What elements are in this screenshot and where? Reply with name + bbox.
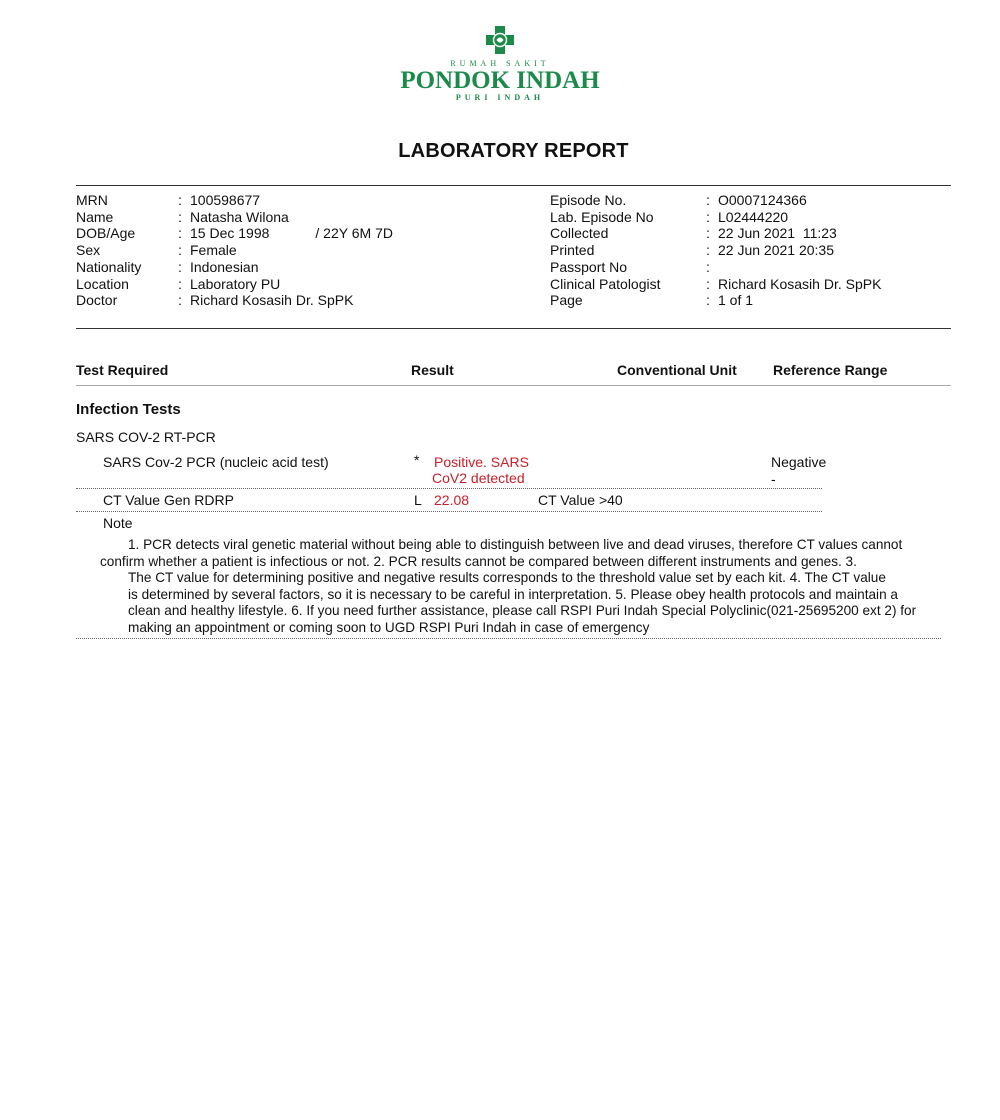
header-test-required: Test Required xyxy=(76,362,169,378)
episode-label: Episode No. xyxy=(550,192,627,208)
mrn-row: MRN : 100598677 xyxy=(76,192,261,208)
test-range-pcr-line2: - xyxy=(771,471,776,487)
printed-row: Printed : 22 Jun 2021 20:35 xyxy=(550,242,834,259)
passport-label: Passport No xyxy=(550,258,628,275)
nationality-row: Nationality : Indonesian xyxy=(76,258,259,275)
hospital-logo xyxy=(0,24,1000,103)
doctor-row: Doctor : Richard Kosasih Dr. SpPK xyxy=(76,292,354,309)
page-row: Page : 1 of 1 xyxy=(550,292,754,309)
passport-row: Passport No : xyxy=(550,258,710,275)
test-name-pcr: SARS Cov-2 PCR (nucleic acid test) xyxy=(103,454,329,470)
test-result-ct: 22.08 xyxy=(434,492,470,508)
note-divider xyxy=(76,638,941,639)
age-value: / 22Y 6M 7D xyxy=(315,225,393,242)
logo-sub-text: PURI INDAH xyxy=(455,93,545,102)
note-line: clean and healthy lifestyle. 6. If you need further assistance, please call RSPI Puri Indah Special Polyclinic(021-25695200 ext 2) for xyxy=(128,603,917,618)
section-title: Infection Tests xyxy=(76,401,181,418)
dob-row: DOB/Age : 15 Dec 1998 / 22Y 6M 7D xyxy=(76,225,393,242)
sex-label: Sex xyxy=(76,242,101,259)
patologist-row: Clinical Patologist : Richard Kosasih Dr. SpPK xyxy=(550,275,882,292)
note-label: Note xyxy=(103,515,133,531)
logo-main-text: PONDOK INDAH xyxy=(400,67,600,94)
patologist-label: Clinical Patologist xyxy=(550,275,661,292)
note-body xyxy=(100,537,938,636)
row-divider-2 xyxy=(76,511,822,512)
panel-name: SARS COV-2 RT-PCR xyxy=(76,429,216,445)
lab-episode-row: Lab. Episode No : L02444220 xyxy=(550,208,789,225)
note-line: The CT value for determining positive and negative results corresponds to the threshold value set by each kit. 4. The CT value xyxy=(128,570,886,585)
nationality-value: Indonesian xyxy=(190,258,259,275)
collected-value: 22 Jun 2021 11:23 xyxy=(718,225,837,242)
mrn-value: 100598677 xyxy=(190,192,261,208)
lab-episode-label: Lab. Episode No xyxy=(550,208,654,225)
sex-value: Female xyxy=(190,242,237,259)
sex-row: Sex : Female xyxy=(76,242,237,259)
test-name-ct: CT Value Gen RDRP xyxy=(103,492,234,508)
test-flag-pcr: * xyxy=(414,452,420,468)
logo-top-text: RUMAH SAKIT xyxy=(450,59,550,68)
test-unit-ct: CT Value >40 xyxy=(538,492,623,508)
test-range-pcr-line1: Negative xyxy=(771,454,827,470)
test-result-pcr-line2: CoV2 detected xyxy=(432,470,525,486)
header-divider xyxy=(76,185,951,186)
patient-info xyxy=(76,192,393,309)
note-line: confirm whether a patient is infectious or not. 2. PCR results cannot be compared between different instruments and genes. 3. xyxy=(100,553,857,569)
row-divider-1 xyxy=(76,488,822,489)
episode-row: Episode No. : O0007124366 xyxy=(550,192,807,208)
mrn-label: MRN xyxy=(76,192,108,208)
note-line: making an appointment or coming soon to UGD RSPI Puri Indah in case of emergency xyxy=(128,619,650,635)
table-header-divider xyxy=(76,385,951,386)
location-row: Location : Laboratory PU xyxy=(76,275,281,292)
episode-value: O0007124366 xyxy=(718,192,807,208)
page-label: Page xyxy=(550,292,583,309)
printed-label: Printed xyxy=(550,242,595,259)
doctor-label: Doctor xyxy=(76,292,118,309)
episode-info xyxy=(550,192,881,309)
dob-label: DOB/Age xyxy=(76,225,136,242)
name-label: Name xyxy=(76,208,114,225)
header-result: Result xyxy=(411,362,454,378)
printed-value: 22 Jun 2021 20:35 xyxy=(718,242,834,259)
report-title: LABORATORY REPORT xyxy=(398,140,629,162)
patologist-value: Richard Kosasih Dr. SpPK xyxy=(718,275,882,292)
note-line: is determined by several factors, so it is necessary to be careful in interpretation. 5. Please obey health protocols and maintain a xyxy=(128,586,898,602)
nationality-label: Nationality xyxy=(76,258,142,275)
header-conventional-unit: Conventional Unit xyxy=(617,362,737,378)
collected-label: Collected xyxy=(550,225,609,242)
hospital-cross-icon xyxy=(484,24,516,56)
test-result-pcr-line1: Positive. SARS xyxy=(434,454,529,470)
dob-value: 15 Dec 1998 xyxy=(190,225,270,242)
doctor-value: Richard Kosasih Dr. SpPK xyxy=(190,292,354,309)
name-value: Natasha Wilona xyxy=(190,208,289,225)
location-value: Laboratory PU xyxy=(190,275,281,292)
location-label: Location xyxy=(76,275,129,292)
name-row: Name : Natasha Wilona xyxy=(76,208,289,225)
note-line: 1. PCR detects viral genetic material without being able to distinguish between live and dead viruses, therefore CT values cannot xyxy=(128,537,903,552)
header-reference-range: Reference Range xyxy=(773,362,888,378)
test-flag-ct: L xyxy=(414,492,422,508)
lab-episode-value: L02444220 xyxy=(718,208,789,225)
info-divider xyxy=(76,328,951,329)
page-value: 1 of 1 xyxy=(718,292,754,309)
collected-row: Collected : 22 Jun 2021 11:23 xyxy=(550,225,837,242)
